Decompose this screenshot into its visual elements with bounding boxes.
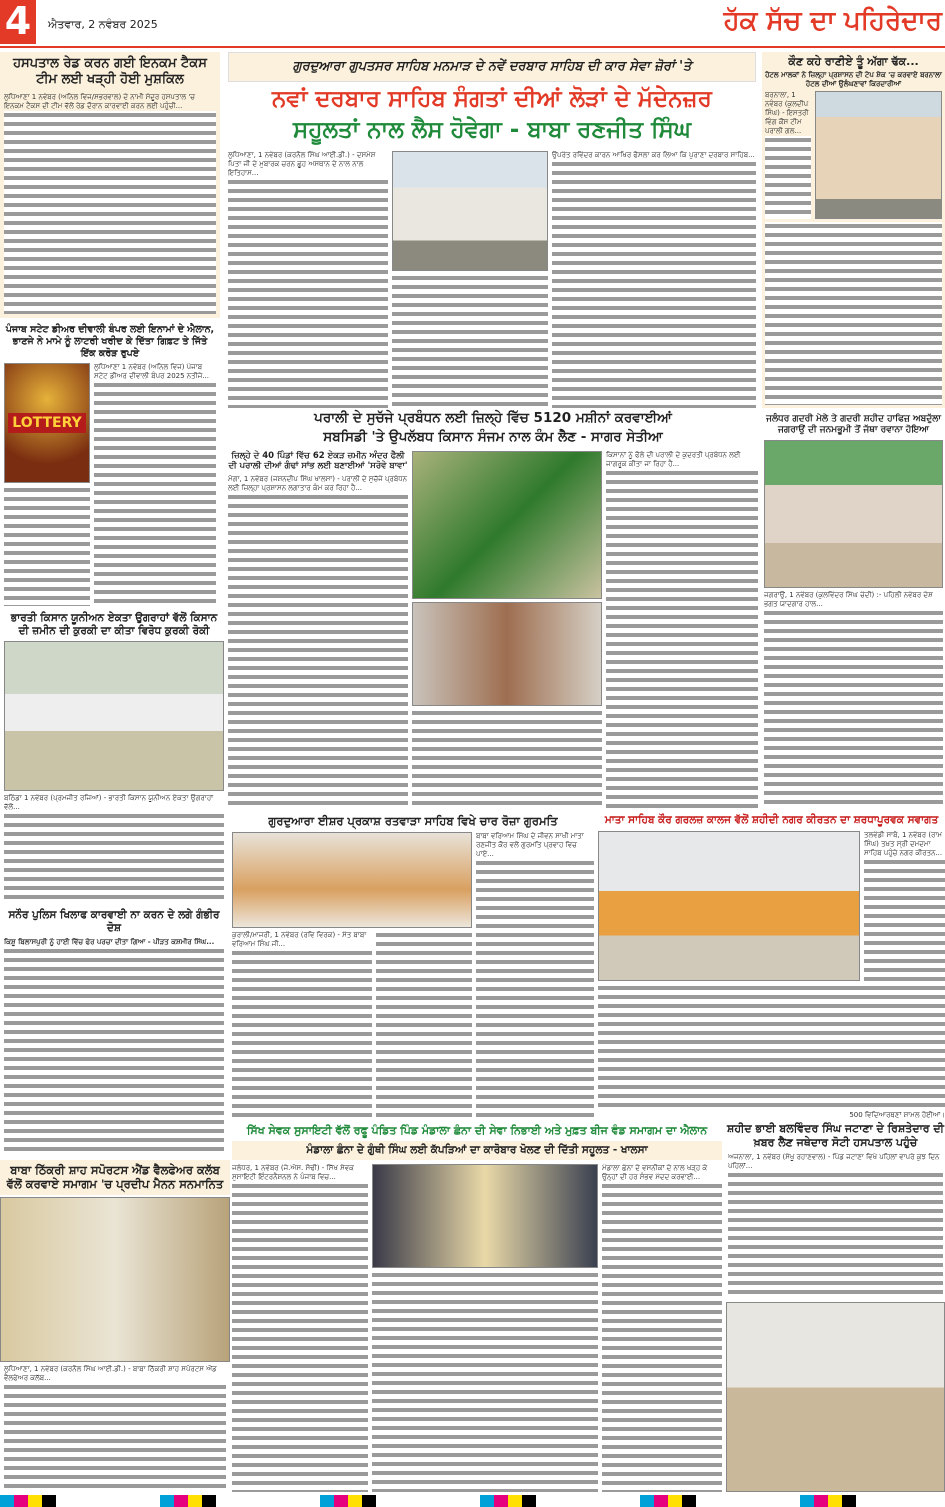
jatana-headline: ਸ਼ਹੀਦ ਭਾਈ ਬਲਵਿੰਦਰ ਸਿੰਘ ਜਟਾਣਾ ਦੇ ਰਿਸ਼ਤੇਦਾਰ ਦੀ ਖ਼ਬਰ ਲੈਣ ਜਥੇਦਾਰ ਸੋਟੀ ਹਸਪਤਾਲ ਪਹੁੰਚੇ — [727, 1122, 944, 1149]
parali-subhead: ਜ਼ਿਲ੍ਹੇ ਦੇ 40 ਪਿੰਡਾਂ ਵਿੱਚ 62 ਏਕੜ ਜ਼ਮੀਨ ਅੰਦਰ ਫੈਲੀ ਦੀ ਪਰਾਲੀ ਦੀਆਂ ਗੰਢਾਂ ਸਾਂਭ ਲਈ ਬਣਾਈਆਂ 'ਸਰੋਵੇ ਬਾਵਾ' — [228, 450, 408, 472]
body-text: ਬਰਨਾਲਾ, 1 ਨਵੰਬਰ (ਕੁਲਦੀਪ ਸਿੰਘ) - ਇਸਤਰੀ ਵਿੰਗ ਕੌਂਸ ਟੀਮ ਪਰਾਲੀ ਗਲ... — [765, 91, 809, 136]
body-text: ਲੁਧਿਆਣਾ 1 ਨਵੰਬਰ (ਅਨਿਲ ਵਿਜ/ਸਭਰਵਾਲ) ਦੇ ਨਾਮੀ ਸੰਦੂਰ ਹਸਪਤਾਲ 'ਚ ਇਨਕਮ ਟੈਕਸ ਦੀ ਟੀਮ ਵੱਲੋਂ ਰੇਡ ਦੌਰਾਨ ਕਾਰਵਾਈ ਕਰਨ ਲਈ ਪਹੁੰਚੀ... — [4, 92, 196, 110]
hotel-photo — [815, 91, 942, 219]
mandala-subhead: ਮੰਡਾਲਾ ਛੰਨਾ ਦੇ ਗੁੰਥੀ ਸਿੰਘ ਲਈ ਕੱਪੜਿਆਂ ਦਾ ਕਾਰੋਬਾਰ ਖੋਲਣ ਦੀ ਦਿੱਤੀ ਸਹੂਲਤ - ਖਾਲਸਾ — [232, 1141, 722, 1160]
article-body — [4, 794, 224, 903]
body-text: ਅਜਨਾਲਾ, 1 ਨਵੰਬਰ (ਸੇਖੂ ਰਹਾਣਵਾਲ) - ਪਿੰਡ ਜਟਾਣਾ ਵਿਖੇ ਪਹਿਲਾਂ ਵਾਪਰੇ ਕੁਝ ਦਿਨ ਪਹਿਲਾਂ... — [728, 1152, 940, 1170]
story-ratwara — [232, 814, 594, 1122]
story-manmad — [228, 52, 756, 408]
kicker: ਗੁਰਦੁਆਰਾ ਗੁਪਤਸਰ ਸਾਹਿਬ ਮਨਮਾੜ ਦੇ ਨਵੇਂ ਦਰਬਾਰ ਸਾਹਿਬ ਦੀ ਕਾਰ ਸੇਵਾ ਜ਼ੋਰਾਂ 'ਤੇ — [228, 52, 756, 82]
article-body-2 — [552, 151, 756, 408]
body-text: ਉਪਰੰਤ ਰਵਿੰਦਰ ਕਾਰਨ ਆਖਿਰ ਫੈਸਲਾ ਕਰ ਲਿਆ ਕਿ ਪੁਰਾਣਾ ਦਰਬਾਰ ਸਾਹਿਬ... — [552, 150, 755, 159]
article-body — [94, 363, 216, 606]
article-body — [232, 1164, 368, 1492]
article-body — [864, 831, 945, 981]
body-text: ਜਗਰਾਉਂ, 1 ਨਵੰਬਰ (ਕੁਲਵਿੰਦਰ ਸਿੰਘ ਚੰਦੀ) :- ਪਹਿਲੀ ਨਵੰਬਰ ਦੇਸ਼ ਭਗਤ ਯਾਦਗਾਰ ਹਾਲ... — [764, 590, 933, 608]
body-text: ਬਾਬਾ ਵਰਿਆਮ ਸਿੰਘ ਦੇ ਜੀਵਨ ਸਾਖੀ ਮਾਤਾ ਰਣਜੀਤ ਕੌਰ ਵਲੋਂ ਗੁਰਮਤਿ ਪ੍ਰਵਾਹ ਵਿਚ ਪਾਏ... — [476, 832, 584, 859]
headline: ਸਨੌਰ ਪੁਲਿਸ ਖਿਲਾਫ ਕਾਰਵਾਈ ਨਾ ਕਰਨ ਦੇ ਲਗੇ ਗੰਭੀਰ ਦੋਸ਼ — [8, 909, 220, 935]
body-text: ਕਿਸ਼ੂ ਬਿਲਾਸਪੁਰੀ ਨੂੰ ਹਾਈ ਵਿੱਚ ਫੇਰ ਪਰਚਾ ਦੀਤਾ ਗਿਆ - ਪੀੜਤ ਕਸ਼ਮੀਰ ਸਿੰਘ... — [4, 938, 215, 947]
lottery-image-text: LOTTERY — [8, 413, 85, 433]
article-body — [765, 91, 811, 219]
ratwara-headline: ਗੁਰਦੁਆਰਾ ਈਸ਼ਰ ਪ੍ਰਕਾਸ਼ ਰਤਵਾੜਾ ਸਾਹਿਬ ਵਿਖੇ ਚਾਰ ਰੋਜ਼ਾ ਗੁਰਮਤਿ — [268, 814, 558, 828]
main-headline: ਨਵਾਂ ਦਰਬਾਰ ਸਾਹਿਬ ਸੰਗਤਾਂ ਦੀਆਂ ਲੋੜਾਂ ਦੇ ਮੱਦੇਨਜ਼ਰ — [272, 86, 712, 113]
story-lottery — [0, 322, 220, 608]
protest-photo — [4, 641, 224, 791]
article-body — [4, 93, 216, 315]
masthead-logo: ਹੱਕ ਸੱਚ ਦਾ ਪਹਿਰੇਦਾਰ — [723, 6, 942, 36]
story-thikri — [0, 1160, 230, 1492]
headline: ਪੰਜਾਬ ਸਟੇਟ ਡੀਅਰ ਦੀਵਾਲੀ ਬੰਪਰ ਲਈ ਇਨਾਮਾਂ ਦੇ ਐਲਾਨ, ਭਾਣਜੇ ਨੇ ਮਾਮੇ ਨੂੰ ਲਾਟਰੀ ਖਰੀਦ ਕੇ ਦਿੱਤਾ ਗਿਫ਼ਟ ਤੇ ਜਿੱਤੇ ਇੱਕ ਕਰੋੜ ਰੁਪਏ — [5, 324, 215, 359]
body-text: ਮੋਗਾ, 1 ਨਵੰਬਰ (ਜਸ਼ਨਦੀਪ ਸਿੰਘ ਖਾਲਸਾ) - ਪਰਾਲੀ ਦੇ ਸੁਚੱਜੇ ਪ੍ਰਬੰਧਨ ਲਈ ਜ਼ਿਲ੍ਹਾ ਪ੍ਰਸ਼ਾਸਨ ਲਗਾਤਾਰ ਕੰਮ ਕਰ ਰਿਹਾ ਹੈ... — [228, 475, 407, 492]
body-text: ਕੁਰਾਲੀ/ਮਾਜਰੀ, 1 ਨਵੰਬਰ (ਰਵਿ ਵਿਰਕ) - ਸੰਤ ਬਾਬਾ ਵਰਿਆਮ ਸਿੰਘ ਜੀ... — [232, 931, 367, 949]
header-rule — [0, 46, 945, 48]
parali-headline-2: ਸਬਸਿਡੀ 'ਤੇ ਉਪਲੱਬਧ ਕਿਸਾਨ ਸੰਜਮ ਨਾਲ ਕੰਮ ਲੈਣ - ਸਾਗਰ ਸੇਤੀਆ — [323, 428, 663, 445]
body-text: ਜਲੰਧਰ, 1 ਨਵੰਬਰ (ਜੇ.ਐਸ. ਸੋਢੀ) - ਸਿੱਖ ਸੇਵਕ ਸੁਸਾਇਟੀ ਇੰਟਰਨੈਸ਼ਨਲ ਨੇ ਪੰਜਾਬ ਵਿਚ... — [232, 1163, 354, 1181]
issue-date: ਐਤਵਾਰ, 2 ਨਵੰਬਰ 2025 — [48, 18, 158, 31]
story-gadri — [762, 412, 945, 810]
article-body — [228, 151, 388, 408]
article-body-cont — [392, 274, 548, 408]
parali-headline: ਪਰਾਲੀ ਦੇ ਸੁਚੱਜੇ ਪ੍ਰਬੰਧਨ ਲਈ ਜ਼ਿਲ੍ਹੇ ਵਿੱਚ 5120 ਮਸ਼ੀਨਾਂ ਕਰਵਾਈਆਂ — [314, 410, 672, 426]
body-text: ਕਿਸਾਨਾਂ ਨੂੰ ਫੈਲੇ ਦੀ ਪਰਾਲੀ ਦੇ ਕੁਦਰਤੀ ਪ੍ਰਬੰਧਨ ਲਈ ਜਾਗਰੂਕ ਕੀਤਾ ਜਾ ਰਿਹਾ ਹੈ... — [606, 450, 741, 468]
headline: ਜਲੰਧਰ ਗਦਰੀ ਮੇਲੇ ਤੇ ਗਦਰੀ ਸ਼ਹੀਦ ਹਾਫਿਜ਼ ਅਬਦੁੱਲਾ ਜਗਰਾਉਂ ਦੀ ਜਨਮਭੂਮੀ ਤੋਂ ਜੱਥਾ ਰਵਾਨਾ ਹੋਇਆ — [766, 414, 941, 436]
story-farmer — [0, 610, 228, 905]
article-body — [4, 938, 224, 1155]
article-body-cont — [372, 1271, 598, 1492]
story-jatana — [726, 1122, 945, 1492]
article-body — [228, 475, 408, 810]
article-body-2 — [602, 1164, 722, 1492]
story-mata-sahib — [598, 814, 945, 1120]
officials-photo — [412, 602, 602, 706]
headline: ਭਾਰਤੀ ਕਿਸਾਨ ਯੂਨੀਅਨ ਏਕਤਾ ਉਗਰਾਹਾਂ ਵੱਲੋਂ ਕਿਸਾਨ ਦੀ ਜ਼ਮੀਨ ਦੀ ਕੁਰਕੀ ਦਾ ਕੀਤਾ ਵਿਰੋਧ ਕੁਰਕੀ ਰੋਕੀ — [10, 612, 218, 638]
hospital-visit-photo — [726, 1302, 945, 1492]
gurdwara-construction-photo — [392, 151, 548, 271]
story-mandala — [232, 1124, 722, 1492]
article-footer-line: 500 ਵਿਦਿਆਰਥਣਾਂ ਸ਼ਾਮਲ ਹੋਈਆਂ। — [849, 1111, 945, 1119]
jatha-photo — [764, 440, 943, 588]
article-body-cont — [412, 709, 602, 810]
body-text: ਲੁਧਿਆਣਾ 1 ਨਵੰਬਰ (ਅਨਿਲ ਵਿਜ) ਪੰਜਾਬ ਸਟੇਟ ਡੀਅਰ ਦੀਵਾਲੀ ਬੰਪਰ 2025 ਨਤੀਜੇ... — [94, 362, 209, 380]
body-text: ਤਲਵੰਡੀ ਸਾਬੋ, 1 ਨਵੰਬਰ (ਰਾਮ ਸਿੰਘ) ਤਖ਼ਤ ਸ੍ਰੀ ਦਮਦਮਾ ਸਾਹਿਬ ਪਹੁੰਚੇ ਨਗਰ ਕੀਰਤਨ... — [864, 831, 943, 858]
lottery-image — [4, 363, 90, 483]
body-text: ਬਠਿੰਡਾ 1 ਨਵੰਬਰ (ਪ੍ਰਮਜੀਤ ਰਜਿਆਂ) - ਭਾਰਤੀ ਕਿਸਾਨ ਯੂਨੀਅਨ ਏਕਤਾ ਉਗਰਾਹਾਂ ਵੱਲੋਂ... — [4, 794, 214, 812]
story-kaun-kahe — [762, 52, 945, 408]
tractor-photo — [412, 451, 602, 599]
award-photo — [0, 1197, 230, 1362]
article-body-cont — [598, 984, 945, 1111]
main-headline-2: ਸਹੂਲਤਾਂ ਨਾਲ ਲੈਸ ਹੋਵੇਗਾ - ਬਾਬਾ ਰਣਜੀਤ ਸਿੰਘ — [293, 117, 691, 143]
nagar-kirtan-photo — [598, 831, 860, 981]
headline: ਕੌਣ ਕਹੇ ਰਾਣੀਏ ਤੂੰ ਅੱਗਾ ਢੱਕ... — [788, 55, 919, 68]
body-text: ਲੁਧਿਆਣਾ, 1 ਨਵੰਬਰ (ਕਰਨੈਲ ਸਿੰਘ ਆਈ.ਡੀ.) - ਬਾਬਾ ਠਿੱਕਰੀ ਸ਼ਾਹ ਸਪੋਰਟਸ ਐਂਡ ਵੈਲਫੇਅਰ ਕਲੱਬ... — [4, 1364, 217, 1382]
page-number: 4 — [0, 0, 36, 44]
story-income-tax — [0, 52, 220, 318]
story-thikri-body — [4, 1365, 226, 1492]
headline: ਹਸਪਤਾਲ ਰੇਡ ਕਰਨ ਗਈ ਇਨਕਮ ਟੈਕਸ ਟੀਮ ਲਈ ਖੜ੍ਹੀ ਹੋਈ ਮੁਸ਼ਕਿਲ — [13, 56, 207, 88]
article-body-2 — [476, 832, 594, 1122]
print-color-bar — [0, 1495, 945, 1507]
article-body-cont — [376, 931, 472, 1122]
story-parali — [228, 410, 758, 810]
body-text: ਲੁਧਿਆਣਾ, 1 ਨਵੰਬਰ (ਕਰਨੈਲ ਸਿੰਘ ਆਈ.ਡੀ.) - ਦਸਮੇਸ਼ ਪਿਤਾ ਜੀ ਦੇ ਮੁਬਾਰਕ ਚਰਨ ਛੂਹ ਅਸਥਾਨ ਦੇ ਨਾਲ ਨਾਲ ਇਤਿਹਾਸ... — [228, 150, 376, 177]
story-sanaur — [0, 907, 228, 1157]
article-body — [728, 1153, 943, 1300]
article-body-cont — [4, 486, 90, 606]
society-members-photo — [372, 1164, 598, 1268]
body-text: ਮੰਡਾਲਾ ਛੰਨਾ ਦੇ ਵਸਨੀਕਾਂ ਦੇ ਨਾਲ ਖੜ੍ਹ ਕੇ ਉਨ੍ਹਾਂ ਦੀ ਹਰ ਸੰਭਵ ਮੱਦਦ ਕਰਵਾਈ... — [602, 1163, 708, 1181]
article-body — [232, 931, 372, 1122]
mata-sahib-headline: ਮਾਤਾ ਸਾਹਿਬ ਕੌਰ ਗਰਲਜ਼ ਕਾਲਜ ਵੱਲੋਂ ਸ਼ਹੀਦੀ ਨਗਰ ਕੀਰਤਨ ਦਾ ਸ਼ਰਧਾਪੂਰਵਕ ਸਵਾਗਤ — [604, 814, 939, 826]
article-body-cont — [765, 222, 942, 405]
article-body-2 — [606, 451, 758, 810]
headline: ਬਾਬਾ ਠਿੱਕਰੀ ਸ਼ਾਹ ਸਪੋਰਟਸ ਐਂਡ ਵੈਲਫੇਅਰ ਕਲੱਬ ਵੱਲੋਂ ਕਰਵਾਏ ਸਮਾਗਮ 'ਚ ਪ੍ਰਦੀਪ ਮੈਨਨ ਸਨਮਾਨਿਤ — [0, 1160, 230, 1195]
congregation-photo — [232, 832, 472, 928]
subhead: ਹੋਟਲ ਮਾਲਕਾਂ ਨੇ ਜ਼ਿਲ੍ਹਾ ਪ੍ਰਸ਼ਾਸਨ ਦੀ ਟੇਪ ਸ਼ੇਕ 'ਚ ਕਰਵਾਏ ਬਰਨਾਲਾ ਹੋਟਲ ਦੀਆਂ ਉਲੰਘਣਾਵਾਂ ਕਿਰਦਾਰੀਆਂ — [765, 70, 942, 88]
mandala-headline: ਸਿੱਖ ਸੇਵਕ ਸੁਸਾਇਟੀ ਵੱਲੋਂ ਰਫੂ ਪੰਡਿਤ ਪਿੰਡ ਮੰਡਾਲਾ ਛੰਨਾ ਦੀ ਸੇਵਾ ਨਿਭਾਈ ਅਤੇ ਮੁਫ਼ਤ ਬੀਜ ਵੰਡ ਸਮਾਗਮ ਦਾ ਐਲਾਨ — [246, 1124, 708, 1137]
article-body — [764, 591, 943, 809]
